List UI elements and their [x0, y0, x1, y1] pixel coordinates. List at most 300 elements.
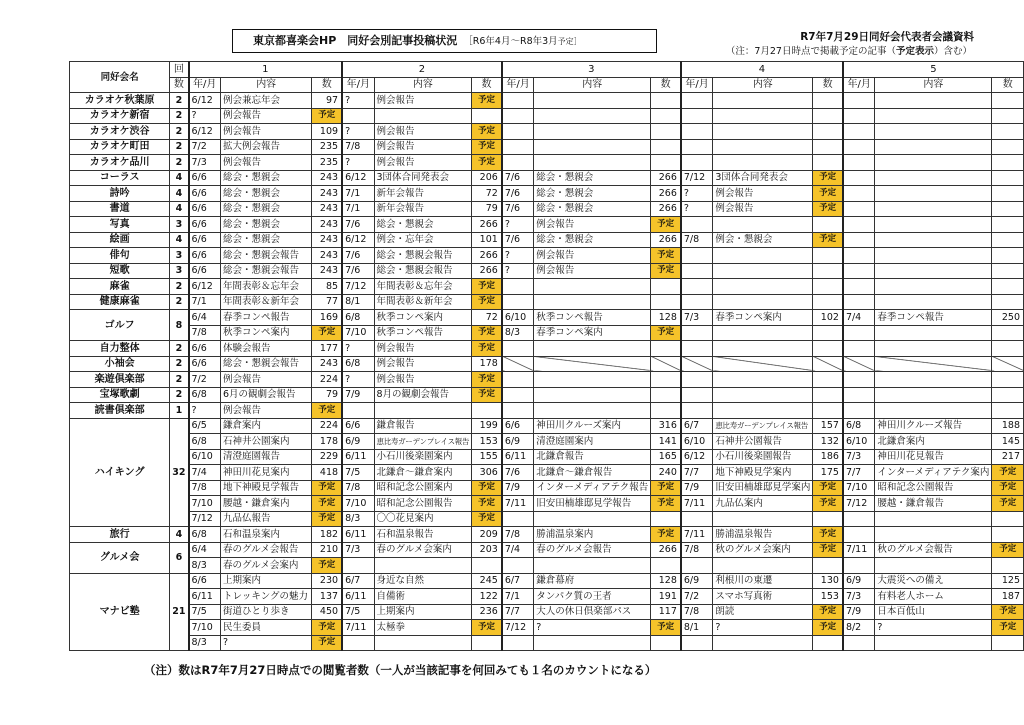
empty-cell [651, 372, 681, 388]
view-count: 243 [312, 170, 342, 186]
view-count: 209 [472, 527, 502, 543]
table-row [70, 496, 1024, 512]
empty-cell [813, 387, 843, 403]
empty-cell [472, 403, 502, 419]
group-name: 麻雀 [70, 279, 170, 295]
empty-cell [992, 186, 1024, 202]
post-content: 昭和記念公園案内 [374, 480, 472, 496]
post-content: 清澄庭園案内 [534, 434, 651, 450]
post-content: タンパク質の王者 [534, 589, 651, 605]
post-content: 例会報告 [220, 108, 312, 124]
post-date: 8/3 [502, 325, 534, 341]
post-content: トレッキングの魅力 [220, 589, 312, 605]
empty-cell [651, 387, 681, 403]
post-content: 例会報告 [220, 372, 312, 388]
empty-cell [713, 325, 813, 341]
planned-badge: 予定 [651, 325, 681, 341]
post-content: 総会・懇親会 [220, 201, 312, 217]
table-row [70, 387, 1024, 403]
post-date: 8/2 [843, 620, 875, 636]
post-content: 例会報告 [374, 372, 472, 388]
post-status-table [69, 61, 1024, 651]
post-content: 体験会報告 [220, 341, 312, 357]
views-header: 数 [813, 77, 843, 93]
post-date: 8/1 [681, 620, 713, 636]
planned-badge: 予定 [992, 542, 1024, 558]
empty-cell [843, 170, 875, 186]
post-content: インターメディアテク案内 [875, 465, 992, 481]
group-name: 書道 [70, 201, 170, 217]
view-count: 199 [472, 418, 502, 434]
table-row [70, 139, 1024, 155]
post-content: 昭和記念公園報告 [374, 496, 472, 512]
post-date: 7/10 [843, 480, 875, 496]
group-count: 21 [170, 573, 189, 651]
group-name: 詩吟 [70, 186, 170, 202]
view-count: 235 [312, 155, 342, 171]
post-date: 7/12 [843, 496, 875, 512]
post-date: 6/9 [502, 434, 534, 450]
view-count: 153 [813, 589, 843, 605]
post-date: 7/5 [342, 465, 374, 481]
post-date: 6/12 [189, 124, 221, 140]
empty-cell [875, 108, 992, 124]
empty-cell [843, 108, 875, 124]
empty-cell [875, 170, 992, 186]
table-row [70, 294, 1024, 310]
post-content: 九品仏報告 [220, 511, 312, 527]
view-count: 245 [472, 573, 502, 589]
post-date: 7/3 [189, 155, 221, 171]
empty-cell [992, 155, 1024, 171]
empty-cell [992, 139, 1024, 155]
empty-cell [992, 558, 1024, 574]
post-date: 7/8 [342, 480, 374, 496]
empty-cell [342, 635, 374, 651]
empty-cell [813, 279, 843, 295]
group-name: マナビ塾 [70, 573, 170, 651]
post-content: 鎌倉案内 [220, 418, 312, 434]
group-count: 3 [170, 263, 189, 279]
empty-cell [843, 372, 875, 388]
empty-cell [651, 155, 681, 171]
post-date: ? [342, 93, 374, 109]
post-content: 有料老人ホーム [875, 589, 992, 605]
empty-cell [472, 108, 502, 124]
view-count: 128 [651, 310, 681, 326]
post-content: 新年会報告 [374, 201, 472, 217]
empty-cell [534, 403, 651, 419]
empty-cell [534, 372, 651, 388]
post-date: 7/1 [189, 294, 221, 310]
post-content: 総会・懇親会 [220, 217, 312, 233]
header-row-columns [70, 77, 1024, 93]
post-date: 7/11 [502, 496, 534, 512]
post-content: 〇〇花見案内 [374, 511, 472, 527]
empty-cell [843, 387, 875, 403]
empty-cell [992, 356, 1024, 372]
post-date: 7/4 [843, 310, 875, 326]
post-content: 春季コンペ報告 [875, 310, 992, 326]
view-count: 97 [312, 93, 342, 109]
view-count: 79 [472, 201, 502, 217]
table-row [70, 403, 1024, 419]
planned-badge: 予定 [472, 124, 502, 140]
empty-cell [681, 279, 713, 295]
post-content: 恵比寿ガーデンプレイス報告 [374, 434, 472, 450]
table-row [70, 511, 1024, 527]
empty-cell [813, 108, 843, 124]
post-content: 鎌倉報告 [374, 418, 472, 434]
view-count: 243 [312, 186, 342, 202]
view-count: 132 [813, 434, 843, 450]
post-content: 大人の休日倶楽部パス [534, 604, 651, 620]
empty-cell [651, 403, 681, 419]
post-content: 春のグルメ会報告 [534, 542, 651, 558]
empty-cell [502, 356, 534, 372]
view-count: 203 [472, 542, 502, 558]
post-content: 腰越・鎌倉報告 [875, 496, 992, 512]
empty-cell [534, 108, 651, 124]
empty-cell [992, 93, 1024, 109]
empty-cell [713, 124, 813, 140]
post-date: 6/12 [342, 170, 374, 186]
empty-cell [992, 403, 1024, 419]
empty-cell [813, 403, 843, 419]
empty-cell [681, 217, 713, 233]
view-count: 266 [651, 170, 681, 186]
view-count: 178 [472, 356, 502, 372]
post-date: 8/3 [189, 558, 221, 574]
count-header-bottom: 数 [170, 77, 189, 93]
view-count: 206 [472, 170, 502, 186]
empty-cell [992, 511, 1024, 527]
post-date: 7/3 [843, 589, 875, 605]
empty-cell [534, 139, 651, 155]
count-header-top: 回 [170, 62, 189, 78]
view-count: 169 [312, 310, 342, 326]
table-row [70, 558, 1024, 574]
empty-cell [681, 139, 713, 155]
post-content: 例会報告 [374, 155, 472, 171]
post-content: 朗読 [713, 604, 813, 620]
group-count: 2 [170, 155, 189, 171]
post-content: 地下神殿見学報告 [220, 480, 312, 496]
post-content: 8月の観劇会報告 [374, 387, 472, 403]
post-content: 拡大例会報告 [220, 139, 312, 155]
empty-cell [651, 124, 681, 140]
view-count: 85 [312, 279, 342, 295]
group-count: 1 [170, 403, 189, 419]
empty-cell [534, 93, 651, 109]
empty-cell [374, 635, 472, 651]
table-row [70, 542, 1024, 558]
table-row [70, 248, 1024, 264]
planned-badge: 予定 [312, 558, 342, 574]
post-date: 8/3 [342, 511, 374, 527]
view-count: 230 [312, 573, 342, 589]
empty-cell [843, 93, 875, 109]
post-date: 7/6 [502, 201, 534, 217]
group-name: カラオケ新宿 [70, 108, 170, 124]
footer-note: （注）数はR7年7月27日時点での閲覧者数（一人が当該記事を何回みても１名のカウントになる） [144, 663, 657, 677]
group-count: 3 [170, 217, 189, 233]
post-date: 6/11 [342, 527, 374, 543]
empty-cell [502, 155, 534, 171]
empty-cell [992, 263, 1024, 279]
post-content: 利根川の東遷 [713, 573, 813, 589]
post-content: 総会・懇親会報告 [374, 248, 472, 264]
post-content: 例会報告 [374, 139, 472, 155]
post-date: 6/9 [843, 573, 875, 589]
post-content: 旧安田楠雄邸見学案内 [713, 480, 813, 496]
empty-cell [651, 558, 681, 574]
table-row [70, 325, 1024, 341]
post-content: 例会報告 [713, 186, 813, 202]
group-name: 写真 [70, 217, 170, 233]
planned-badge: 予定 [472, 325, 502, 341]
empty-cell [651, 108, 681, 124]
post-date: 6/6 [189, 217, 221, 233]
empty-cell [992, 635, 1024, 651]
empty-cell [875, 325, 992, 341]
view-count: 188 [992, 418, 1024, 434]
post-content: 秋のグルメ会案内 [713, 542, 813, 558]
post-date: 6/5 [189, 418, 221, 434]
empty-cell [651, 139, 681, 155]
view-count: 155 [472, 449, 502, 465]
block-header: 2 [342, 62, 502, 78]
empty-cell [534, 511, 651, 527]
views-header: 数 [992, 77, 1024, 93]
planned-badge: 予定 [651, 263, 681, 279]
empty-cell [502, 511, 534, 527]
content-header: 内容 [220, 77, 312, 93]
table-row [70, 341, 1024, 357]
group-name: コーラス [70, 170, 170, 186]
post-date: 6/8 [843, 418, 875, 434]
empty-cell [875, 387, 992, 403]
empty-cell [651, 294, 681, 310]
empty-cell [651, 635, 681, 651]
post-date: 6/12 [189, 93, 221, 109]
post-date: 6/8 [342, 310, 374, 326]
empty-cell [992, 325, 1024, 341]
group-count: 4 [170, 232, 189, 248]
post-content: 上期案内 [220, 573, 312, 589]
empty-cell [681, 294, 713, 310]
post-date: ? [502, 248, 534, 264]
table-row [70, 108, 1024, 124]
post-date: 6/11 [502, 449, 534, 465]
empty-cell [681, 248, 713, 264]
group-count: 2 [170, 294, 189, 310]
group-count: 2 [170, 93, 189, 109]
view-count: 240 [651, 465, 681, 481]
post-date: 7/4 [502, 542, 534, 558]
post-date: 6/6 [189, 263, 221, 279]
planned-badge: 予定 [813, 542, 843, 558]
group-count: 2 [170, 108, 189, 124]
empty-cell [875, 186, 992, 202]
empty-cell [713, 372, 813, 388]
post-content: 総会・懇親会 [220, 232, 312, 248]
views-header: 数 [312, 77, 342, 93]
empty-cell [713, 635, 813, 651]
post-date: 7/6 [502, 170, 534, 186]
post-date: 7/7 [502, 604, 534, 620]
post-date: 7/5 [342, 604, 374, 620]
group-count: 2 [170, 139, 189, 155]
empty-cell [992, 294, 1024, 310]
planned-badge: 予定 [813, 201, 843, 217]
empty-cell [992, 527, 1024, 543]
empty-cell [843, 403, 875, 419]
planned-badge: 予定 [992, 496, 1024, 512]
view-count: 102 [813, 310, 843, 326]
post-date: 7/6 [502, 465, 534, 481]
post-content: 秋季コンペ案内 [374, 310, 472, 326]
planned-badge: 予定 [472, 372, 502, 388]
date-header: 年/月 [681, 77, 713, 93]
empty-cell [713, 558, 813, 574]
view-count: 266 [651, 186, 681, 202]
top-note: （注：7月27日時点で掲載予定の記事（予定表示）含む） [725, 46, 972, 57]
table-row [70, 589, 1024, 605]
post-date: 7/12 [502, 620, 534, 636]
post-date: 6/6 [502, 418, 534, 434]
view-count: 186 [813, 449, 843, 465]
empty-cell [843, 279, 875, 295]
post-date: 7/10 [189, 496, 221, 512]
post-content: 総会・懇親会報告 [220, 356, 312, 372]
planned-badge: 予定 [651, 217, 681, 233]
post-content: 春のグルメ会案内 [374, 542, 472, 558]
view-count: 72 [472, 186, 502, 202]
post-content: 神田川花見報告 [875, 449, 992, 465]
table-row [70, 449, 1024, 465]
view-count: 235 [312, 139, 342, 155]
post-content: 秋季コンペ案内 [220, 325, 312, 341]
post-date: ? [342, 341, 374, 357]
post-content: 総会・懇親会 [220, 170, 312, 186]
empty-cell [502, 139, 534, 155]
post-date: 7/6 [342, 263, 374, 279]
post-content: ? [875, 620, 992, 636]
post-content: 例会報告 [534, 263, 651, 279]
planned-badge: 予定 [813, 496, 843, 512]
empty-cell [843, 294, 875, 310]
post-content: 鎌倉幕府 [534, 573, 651, 589]
planned-badge: 予定 [813, 186, 843, 202]
post-date: 7/2 [681, 589, 713, 605]
empty-cell [843, 124, 875, 140]
empty-cell [875, 403, 992, 419]
group-name: 読書倶楽部 [70, 403, 170, 419]
post-content: 3団体合同発表会 [713, 170, 813, 186]
view-count: 175 [813, 465, 843, 481]
empty-cell [681, 558, 713, 574]
table-row [70, 372, 1024, 388]
empty-cell [843, 325, 875, 341]
view-count: 243 [312, 248, 342, 264]
empty-cell [713, 403, 813, 419]
post-content: 例会報告 [534, 217, 651, 233]
view-count: 137 [312, 589, 342, 605]
post-content: 春季コンペ報告 [220, 310, 312, 326]
post-date: 7/12 [681, 170, 713, 186]
post-content: 腰越・鎌倉案内 [220, 496, 312, 512]
empty-cell [651, 341, 681, 357]
post-content: 昭和記念公園報告 [875, 480, 992, 496]
view-count: 182 [312, 527, 342, 543]
post-content: 例会報告 [374, 124, 472, 140]
post-content: 総会・懇親会 [374, 217, 472, 233]
post-date: 6/9 [681, 573, 713, 589]
view-count: 250 [992, 310, 1024, 326]
post-content: 総会・懇親会報告 [374, 263, 472, 279]
post-date: 7/8 [342, 139, 374, 155]
empty-cell [681, 372, 713, 388]
post-date: 6/6 [342, 418, 374, 434]
empty-cell [813, 294, 843, 310]
view-count: 187 [992, 589, 1024, 605]
view-count: 266 [472, 248, 502, 264]
table-row [70, 93, 1024, 109]
post-date: 7/9 [502, 480, 534, 496]
post-date: 8/1 [342, 294, 374, 310]
empty-cell [875, 232, 992, 248]
empty-cell [813, 511, 843, 527]
empty-cell [875, 341, 992, 357]
post-date: 6/6 [189, 248, 221, 264]
empty-cell [651, 511, 681, 527]
post-content: 例会報告 [220, 124, 312, 140]
post-date: 6/4 [189, 542, 221, 558]
view-count: 125 [992, 573, 1024, 589]
post-date: ? [342, 155, 374, 171]
empty-cell [502, 387, 534, 403]
empty-cell [875, 527, 992, 543]
planned-badge: 予定 [312, 620, 342, 636]
block-header: 5 [843, 62, 1024, 78]
post-content: 例会・忘年会 [374, 232, 472, 248]
group-count: 2 [170, 372, 189, 388]
view-count: 418 [312, 465, 342, 481]
empty-cell [534, 387, 651, 403]
post-date: 8/3 [189, 635, 221, 651]
post-date: 7/2 [189, 139, 221, 155]
view-count: 145 [992, 434, 1024, 450]
group-name: 旅行 [70, 527, 170, 543]
empty-cell [681, 403, 713, 419]
post-date: ? [681, 186, 713, 202]
empty-cell [502, 635, 534, 651]
empty-cell [651, 356, 681, 372]
post-date: 7/3 [843, 449, 875, 465]
view-count: 266 [472, 217, 502, 233]
empty-cell [374, 108, 472, 124]
post-content: ? [713, 620, 813, 636]
empty-cell [713, 248, 813, 264]
post-content: 石神井公園案内 [220, 434, 312, 450]
planned-badge: 予定 [813, 480, 843, 496]
empty-cell [713, 387, 813, 403]
table-row [70, 418, 1024, 434]
post-date: ? [189, 108, 221, 124]
post-date: 7/10 [189, 620, 221, 636]
post-date: 6/7 [502, 573, 534, 589]
